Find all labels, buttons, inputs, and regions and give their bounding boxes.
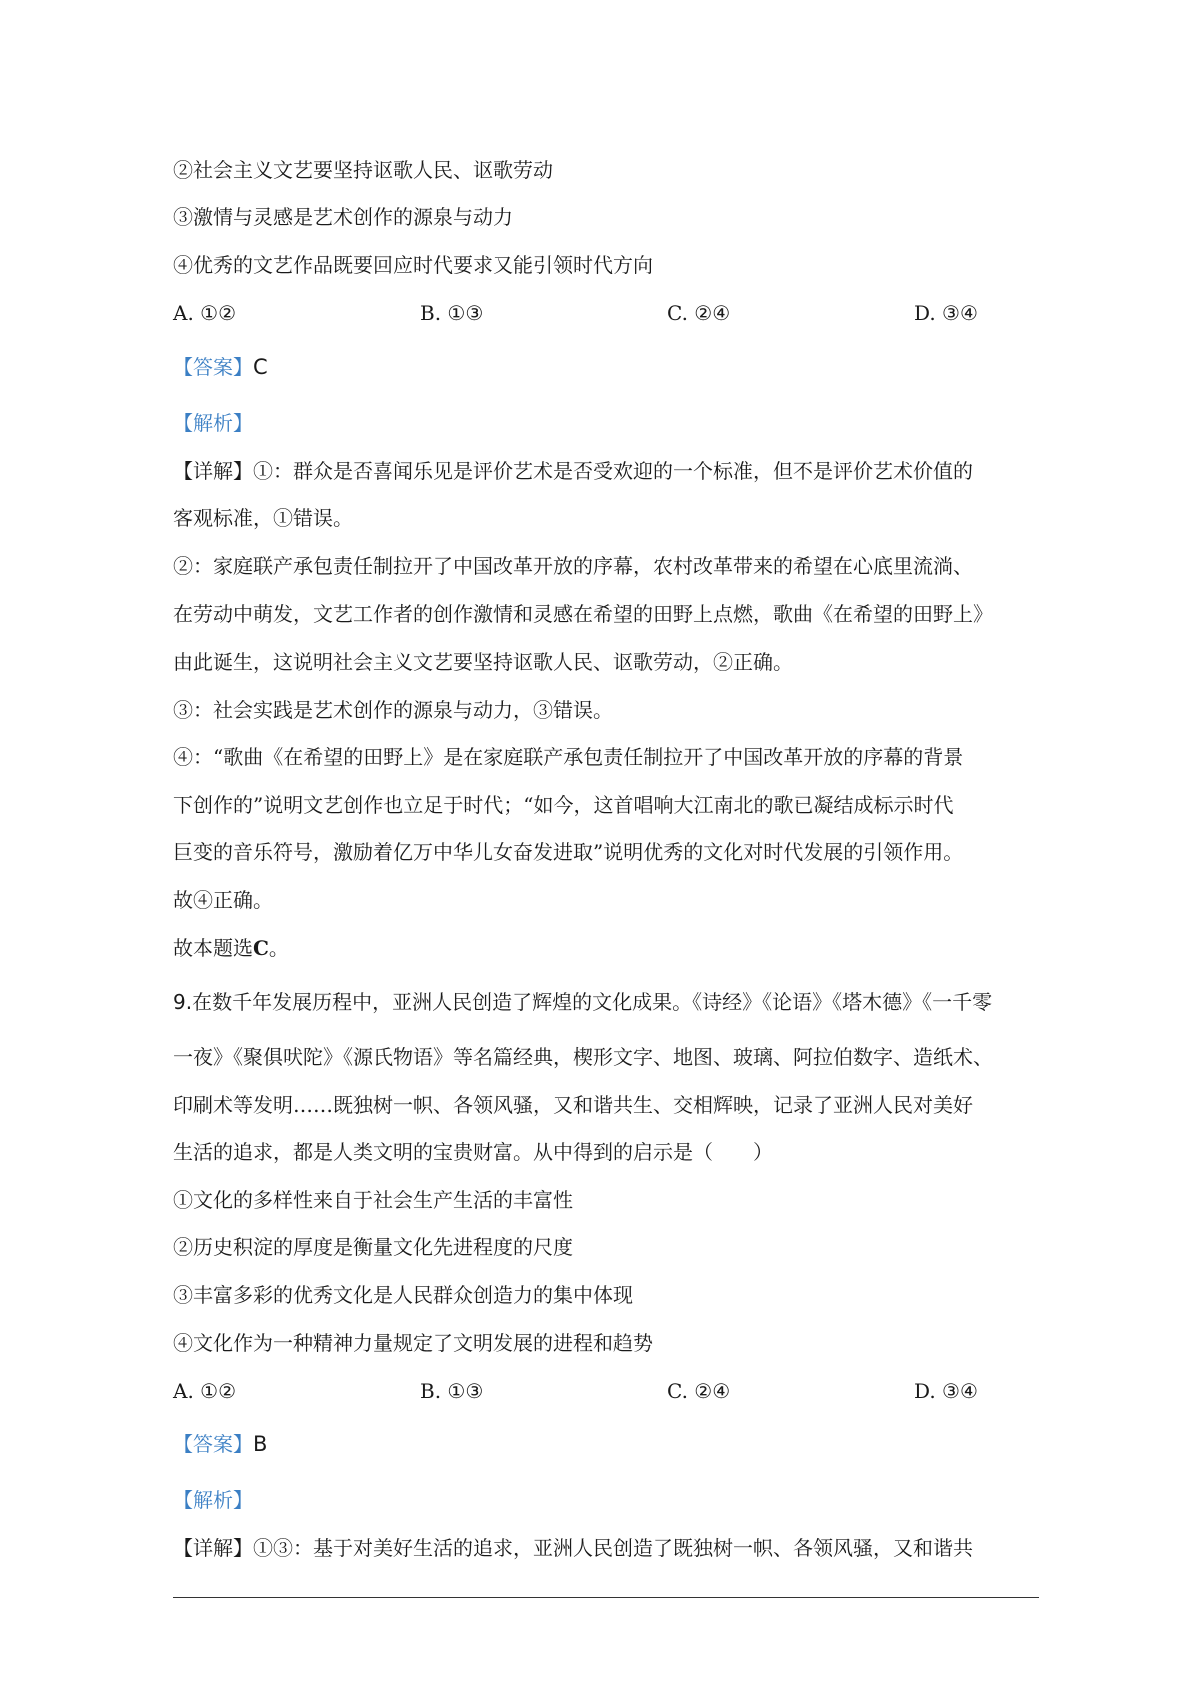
q9-choice-a: A. ①② (173, 1379, 237, 1403)
conclusion-letter: C (253, 936, 269, 960)
answer-letter: B (253, 1432, 268, 1456)
q9-stem-line-2: 一夜》《聚俱吠陀》《源氏物语》等名篇经典，楔形文字、地图、玻璃、阿拉伯数字、造纸术、 (173, 1045, 993, 1069)
answer-tag: 【答案】 (173, 1432, 253, 1456)
q8-answer (173, 353, 268, 381)
q9-analysis-tag: 【解析】 (173, 1488, 253, 1512)
q8-option-2: ②社会主义文艺要坚持讴歌人民、讴歌劳动 (173, 158, 553, 182)
q8-conclusion: 故本题选C。 (173, 936, 289, 960)
q9-stem-line-3: 印刷术等发明……既独树一帜、各领风骚，又和谐共生、交相辉映，记录了亚洲人民对美好 (173, 1093, 973, 1117)
q8-option-3: ③激情与灵感是艺术创作的源泉与动力 (173, 205, 513, 229)
q9-option-2: ②历史积淀的厚度是衡量文化先进程度的尺度 (173, 1235, 573, 1259)
detail-tag: 【详解】 (173, 1536, 253, 1560)
q9-option-1: ①文化的多样性来自于社会生产生活的丰富性 (173, 1188, 573, 1212)
q8-detail-line-1: 【详解】①：群众是否喜闻乐见是评价艺术是否受欢迎的一个标准，但不是评价艺术价值的 (173, 459, 973, 483)
q9-stem-line-4: 生活的追求，都是人类文明的宝贵财富。从中得到的启示是（ ） (173, 1140, 773, 1164)
q8-detail-line-5: 由此诞生，这说明社会主义文艺要坚持讴歌人民、讴歌劳动，②正确。 (173, 650, 793, 674)
q8-detail-line-4: 在劳动中萌发，文艺工作者的创作激情和灵感在希望的田野上点燃，歌曲《在希望的田野上》 (173, 602, 993, 626)
q9-option-4: ④文化作为一种精神力量规定了文明发展的进程和趋势 (173, 1331, 653, 1355)
question-number: 9. (173, 990, 193, 1014)
q8-analysis-tag: 【解析】 (173, 411, 253, 435)
q9-choice-b: B. ①③ (420, 1379, 484, 1403)
q8-option-4: ④优秀的文艺作品既要回应时代要求又能引领时代方向 (173, 253, 653, 277)
answer-tag: 【答案】 (173, 355, 253, 379)
q8-choice-b: B. ①③ (420, 301, 484, 325)
q8-detail-line-6: ③：社会实践是艺术创作的源泉与动力，③错误。 (173, 698, 613, 722)
q9-choice-d: D. ③④ (914, 1379, 978, 1403)
q8-choice-a: A. ①② (173, 301, 237, 325)
q9-answer (173, 1430, 267, 1458)
q9-detail-line-1: 【详解】①③：基于对美好生活的追求，亚洲人民创造了既独树一帜、各领风骚，又和谐共 (173, 1536, 973, 1560)
q8-choice-c: C. ②④ (667, 301, 731, 325)
q8-detail-line-8: 下创作的”说明文艺创作也立足于时代；“如今，这首唱响大江南北的歌已凝结成标示时代 (173, 793, 954, 817)
q8-choice-d: D. ③④ (914, 301, 978, 325)
q8-detail-line-9: 巨变的音乐符号，激励着亿万中华儿女奋发进取”说明优秀的文化对时代发展的引领作用。 (173, 840, 964, 864)
q9-stem-line-1: 9.在数千年发展历程中，亚洲人民创造了辉煌的文化成果。《诗经》《论语》《塔木德》《一千零 (173, 990, 993, 1014)
q8-detail-line-7: ④：“歌曲《在希望的田野上》是在家庭联产承包责任制拉开了中国改革开放的序幕的背景 (173, 745, 964, 769)
q8-detail-line-2: 客观标准，①错误。 (173, 506, 353, 530)
q9-option-3: ③丰富多彩的优秀文化是人民群众创造力的集中体现 (173, 1283, 633, 1307)
q8-detail-line-10: 故④正确。 (173, 888, 273, 912)
answer-letter: C (253, 355, 268, 379)
footer-divider (173, 1597, 1039, 1598)
detail-tag: 【详解】 (173, 459, 253, 483)
q8-detail-line-3: ②：家庭联产承包责任制拉开了中国改革开放的序幕，农村改革带来的希望在心底里流淌、 (173, 554, 973, 578)
q9-choice-c: C. ②④ (667, 1379, 731, 1403)
